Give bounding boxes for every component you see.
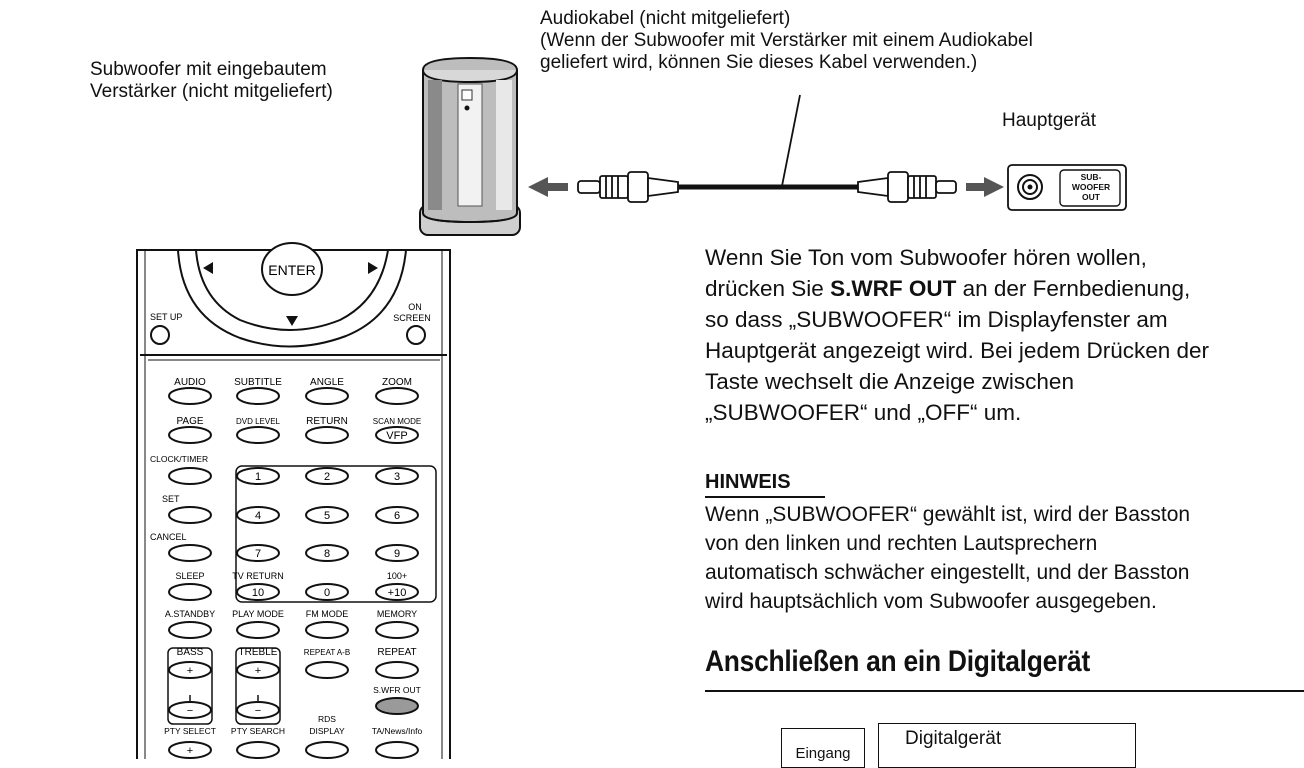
remote-number-10-button[interactable]	[237, 584, 279, 600]
remote-fm-mode-button[interactable]	[306, 622, 348, 638]
jack-label	[1060, 172, 1122, 202]
remote-number-6-button[interactable]	[376, 507, 418, 523]
remote-sleep-button[interactable]	[169, 584, 211, 600]
remote-number-1-button[interactable]	[237, 468, 279, 484]
subwoofer-caption-line-2: Verstärker (nicht mitgeliefert)	[90, 81, 333, 102]
remote-number-3-button[interactable]	[376, 468, 418, 484]
cable-caption-line-1: Audiokabel (nicht mitgeliefert)	[540, 8, 791, 29]
remote-label-fm-mode: FM MODE	[305, 609, 349, 619]
remote-subtitle-button[interactable]	[237, 388, 279, 404]
remote-return-button[interactable]	[306, 427, 348, 443]
note-line-2: von den linken und rechten Lautsprechern	[705, 532, 1098, 555]
instructions-line-2-post: an der Fernbedienung,	[956, 276, 1191, 301]
cable-caption-line-3: geliefert wird, können Sie dieses Kabel verwenden.)	[540, 52, 978, 73]
remote-label-dvd-level: DVD LEVEL	[235, 417, 281, 426]
remote-pty-select-plus-button[interactable]	[169, 742, 211, 758]
remote-bass-minus-button[interactable]	[169, 702, 211, 718]
remote-angle-button[interactable]	[306, 388, 348, 404]
remote-label-subtitle: SUBTITLE	[234, 377, 282, 388]
remote-number-1-button-label: 1	[254, 471, 262, 483]
remote-number-8-button-label: 8	[323, 548, 331, 560]
rca-plug-right	[858, 172, 956, 202]
remote-number-9-button-label: 9	[393, 548, 401, 560]
remote-number-5-button[interactable]	[306, 507, 348, 523]
instructions-line-4: Hauptgerät angezeigt wird. Bei jedem Drücken der	[705, 338, 1210, 363]
remote-number-5-button-label: 5	[323, 510, 331, 522]
remote-zoom-button[interactable]	[376, 388, 418, 404]
remote-rds-display-button[interactable]	[306, 742, 348, 758]
remote-number-7-button-label: 7	[254, 548, 262, 560]
remote-label-rds-display: DISPLAY	[309, 726, 345, 736]
remote-plus-10-button-label: +10	[387, 587, 407, 599]
remote-memory-button[interactable]	[376, 622, 418, 638]
remote-pty-select-plus-button-label: +	[186, 745, 194, 757]
remote-number-8-button[interactable]	[306, 545, 348, 561]
remote-audio-button[interactable]	[169, 388, 211, 404]
remote-pty-search-button[interactable]	[237, 742, 279, 758]
main-unit-label: Hauptgerät	[1002, 110, 1097, 131]
remote-label-treble: TREBLE	[238, 647, 278, 658]
remote-a-standby-button[interactable]	[169, 622, 211, 638]
remote-plus-10-button[interactable]	[376, 584, 418, 600]
remote-repeat-ab-button[interactable]	[306, 662, 348, 678]
remote-number-4-button[interactable]	[237, 507, 279, 523]
remote-label-clock-timer: CLOCK/TIMER	[150, 454, 209, 464]
on-screen-label: ON	[408, 302, 422, 312]
remote-number-6-button-label: 6	[393, 510, 401, 522]
arrow-right-icon	[966, 177, 1004, 197]
remote-label-repeat-ab: REPEAT A-B	[303, 648, 351, 657]
note-title-underline	[705, 496, 825, 498]
set-up-button[interactable]	[151, 326, 169, 344]
note-line-4: wird hauptsächlich vom Subwoofer ausgegeben.	[705, 590, 1157, 613]
instructions-line-1: Wenn Sie Ton vom Subwoofer hören wollen,	[705, 245, 1147, 270]
set-up-label: SET UP	[150, 312, 183, 322]
remote-ta-news-info-button[interactable]	[376, 742, 418, 758]
remote-number-0-button-label: 0	[323, 587, 331, 599]
input-box	[781, 728, 865, 768]
remote-label-tv-return: TV RETURN	[232, 571, 284, 581]
remote-body	[137, 250, 450, 759]
remote-dvd-level-button[interactable]	[237, 427, 279, 443]
instructions-line-5: Taste wechselt die Anzeige zwischen	[705, 369, 1074, 394]
remote-number-9-button[interactable]	[376, 545, 418, 561]
subwoofer-caption-line-1: Subwoofer mit eingebautem	[90, 59, 327, 80]
remote-number-10-button-label: 10	[251, 587, 265, 599]
on-screen-label-2: SCREEN	[393, 313, 431, 323]
remote-treble-minus-button[interactable]	[237, 702, 279, 718]
remote-label-page: PAGE	[176, 416, 204, 427]
remote-label-audio: AUDIO	[174, 377, 206, 388]
remote-repeat-button[interactable]	[376, 662, 418, 678]
remote-number-4-button-label: 4	[254, 510, 262, 522]
remote-number-0-button[interactable]	[306, 584, 348, 600]
digital-device-label: Digitalgerät	[905, 728, 1002, 749]
remote-cancel-button[interactable]	[169, 545, 211, 561]
remote-label-pty-search: PTY SEARCH	[230, 726, 286, 736]
remote-bass-plus-button[interactable]	[169, 662, 211, 678]
input-label: Eingang	[795, 745, 851, 762]
remote-label-cancel: CANCEL	[150, 532, 187, 542]
remote-label-bass: BASS	[176, 647, 204, 658]
digital-section-heading: Anschließen an ein Digitalgerät	[705, 645, 1090, 678]
remote-label-angle: ANGLE	[310, 377, 344, 388]
instructions-line-2	[705, 273, 1304, 304]
note-line-3: automatisch schwächer eingestellt, und der Basston	[705, 561, 1190, 584]
remote-label-a-standby: A.STANDBY	[164, 609, 216, 619]
remote-label-scan-mode: SCAN MODE	[372, 417, 422, 426]
swrf-out-key-name: S.WRF OUT	[830, 276, 957, 301]
remote-label-pty-select: PTY SELECT	[164, 726, 216, 736]
instructions-line-3: so dass „SUBWOOFER“ im Displayfenster am	[705, 307, 1168, 332]
jack-label-line-1: SUB-	[1080, 172, 1102, 182]
remote-clock-timer-button[interactable]	[169, 468, 211, 484]
remote-label-zoom: ZOOM	[382, 377, 412, 388]
remote-number-2-button-label: 2	[323, 471, 331, 483]
remote-bass-plus-button-label: +	[186, 665, 194, 677]
jack-label-line-3: OUT	[1082, 192, 1100, 202]
remote-play-mode-button[interactable]	[237, 622, 279, 638]
remote-label-rds: RDS	[318, 714, 336, 724]
note-title: HINWEIS	[705, 471, 791, 493]
remote-label-repeat: REPEAT	[377, 647, 417, 658]
remote-bass-minus-button-label: −	[186, 705, 194, 717]
remote-vfp-button[interactable]	[376, 427, 418, 443]
remote-treble-minus-button-label: −	[254, 705, 262, 717]
enter-button[interactable]: ENTER	[268, 262, 316, 278]
jack-label-line-2: WOOFER	[1071, 182, 1111, 192]
instructions-line-6: „SUBWOOFER“ und „OFF“ um.	[705, 400, 1022, 425]
remote-set-button[interactable]	[169, 507, 211, 523]
cable-caption-line-2: (Wenn der Subwoofer mit Verstärker mit einem Audiokabel	[540, 30, 1033, 51]
note-line-1: Wenn „SUBWOOFER“ gewählt ist, wird der Basston	[705, 503, 1191, 526]
remote-treble-plus-button[interactable]	[237, 662, 279, 678]
remote-label-play-mode: PLAY MODE	[232, 609, 284, 619]
remote-swrf-out-button[interactable]	[376, 698, 418, 714]
on-screen-button[interactable]	[407, 326, 425, 344]
note-paragraph	[705, 500, 1304, 616]
instructions-paragraph	[705, 242, 1304, 428]
remote-label-sleep: SLEEP	[175, 571, 205, 581]
remote-label-return: RETURN	[306, 416, 348, 427]
remote-number-7-button[interactable]	[237, 545, 279, 561]
caption-pointer-line	[782, 95, 800, 186]
instructions-line-2-pre: drücken Sie	[705, 276, 831, 301]
remote-number-3-button-label: 3	[393, 471, 401, 483]
heading-rule	[705, 690, 1304, 692]
remote-treble-plus-button-label: +	[254, 665, 262, 677]
remote-label-memory: MEMORY	[376, 609, 418, 619]
remote-number-2-button[interactable]	[306, 468, 348, 484]
remote-label-ta-news-info: TA/News/Info	[371, 726, 423, 736]
remote-label-swrf-out: S.WFR OUT	[373, 685, 421, 695]
remote-label-100-plus: 100+	[386, 571, 408, 581]
remote-label-set: SET	[162, 494, 180, 504]
digital-device-box	[878, 723, 1136, 768]
remote-page-button[interactable]	[169, 427, 211, 443]
remote-vfp-button-label: VFP	[386, 430, 408, 442]
